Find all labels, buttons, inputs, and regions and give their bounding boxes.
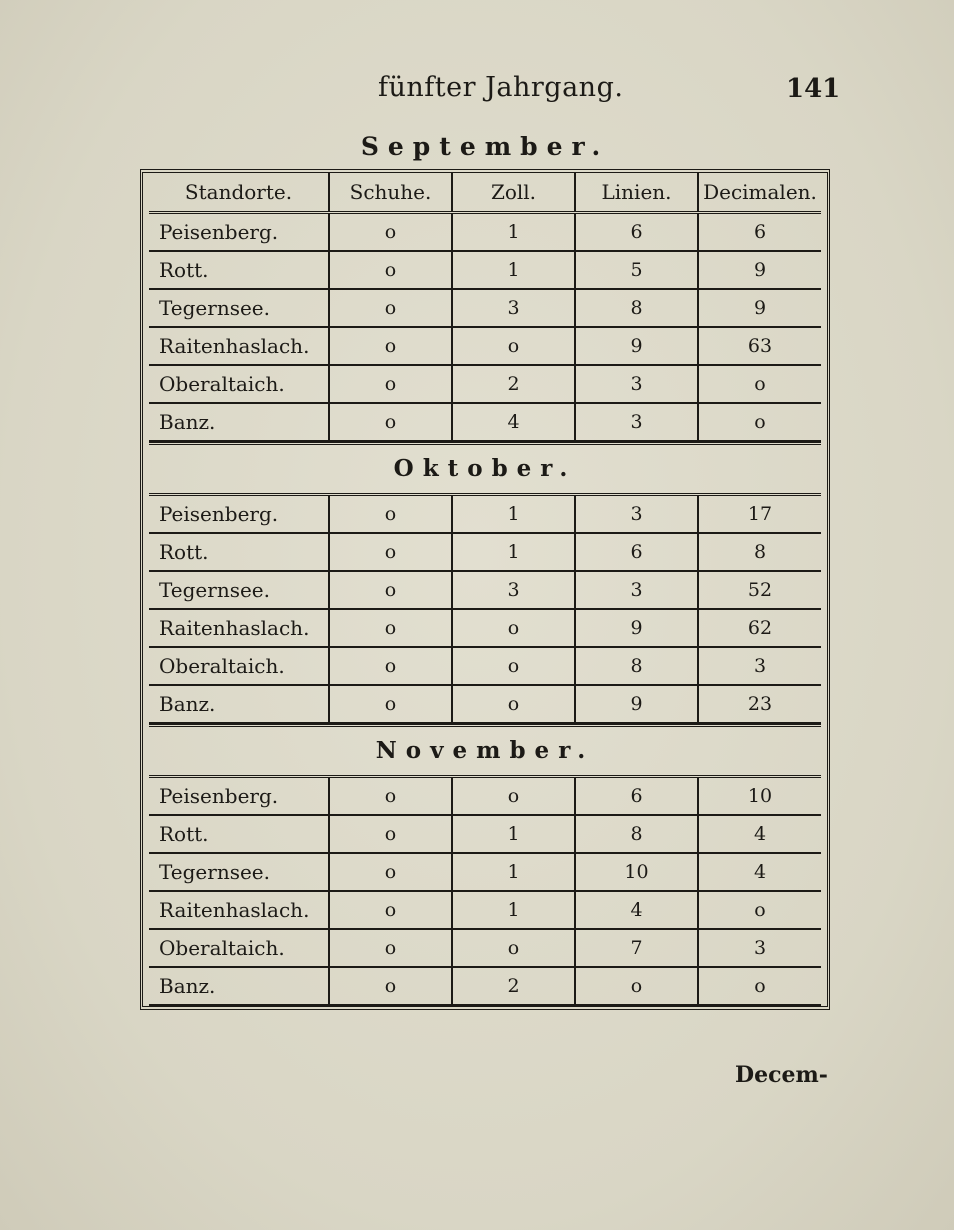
value-cell: 10 — [698, 778, 821, 815]
value-cell: 3 — [575, 403, 698, 441]
value-cell: 17 — [698, 496, 821, 533]
page-header — [0, 72, 954, 112]
value-cell: 9 — [698, 251, 821, 289]
running-title: fünfter Jahrgang. — [378, 72, 624, 103]
value-cell: 6 — [575, 778, 698, 815]
place-cell: Rott. — [149, 251, 329, 289]
rainfall-table — [140, 125, 830, 1010]
value-cell: o — [329, 403, 452, 441]
value-cell: 4 — [698, 853, 821, 891]
column-header-decimalen: Decimalen. — [698, 173, 821, 213]
value-cell: o — [698, 891, 821, 929]
table-oktober — [149, 496, 821, 724]
table-row — [149, 213, 821, 252]
value-cell: o — [329, 571, 452, 609]
table-row — [149, 571, 821, 609]
table-row — [149, 967, 821, 1005]
value-cell: o — [329, 533, 452, 571]
value-cell: 3 — [575, 496, 698, 533]
value-cell: o — [698, 365, 821, 403]
table-row — [149, 251, 821, 289]
table-november — [149, 778, 821, 1006]
value-cell: 3 — [452, 289, 575, 327]
value-cell: 8 — [575, 647, 698, 685]
value-cell: o — [575, 967, 698, 1005]
value-cell: 6 — [575, 533, 698, 571]
value-cell: 6 — [698, 213, 821, 252]
place-cell: Raitenhaslach. — [149, 609, 329, 647]
table-frame — [140, 169, 830, 1010]
value-cell: 62 — [698, 609, 821, 647]
value-cell: o — [452, 647, 575, 685]
value-cell: 1 — [452, 251, 575, 289]
place-cell: Tegernsee. — [149, 571, 329, 609]
value-cell: 3 — [698, 647, 821, 685]
table-row — [149, 778, 821, 815]
value-cell: o — [452, 327, 575, 365]
table-row — [149, 647, 821, 685]
value-cell: o — [329, 685, 452, 723]
value-cell: 4 — [452, 403, 575, 441]
place-cell: Tegernsee. — [149, 853, 329, 891]
value-cell: 1 — [452, 213, 575, 252]
value-cell: o — [698, 967, 821, 1005]
table-september — [149, 173, 821, 442]
value-cell: 1 — [452, 891, 575, 929]
place-cell: Peisenberg. — [149, 213, 329, 252]
column-header-standorte: Standorte. — [149, 173, 329, 213]
value-cell: 4 — [575, 891, 698, 929]
value-cell: o — [452, 929, 575, 967]
place-cell: Oberaltaich. — [149, 365, 329, 403]
place-cell: Raitenhaslach. — [149, 327, 329, 365]
value-cell: o — [329, 327, 452, 365]
place-cell: Rott. — [149, 533, 329, 571]
value-cell: o — [329, 929, 452, 967]
value-cell: o — [329, 289, 452, 327]
value-cell: o — [329, 815, 452, 853]
column-header-linien: Linien. — [575, 173, 698, 213]
value-cell: 63 — [698, 327, 821, 365]
value-cell: 1 — [452, 815, 575, 853]
table-row — [149, 533, 821, 571]
place-cell: Banz. — [149, 967, 329, 1005]
section-title-november: November. — [149, 724, 821, 778]
value-cell: o — [329, 891, 452, 929]
value-cell: o — [329, 647, 452, 685]
value-cell: 7 — [575, 929, 698, 967]
value-cell: 5 — [575, 251, 698, 289]
place-cell: Raitenhaslach. — [149, 891, 329, 929]
table-row — [149, 327, 821, 365]
value-cell: 23 — [698, 685, 821, 723]
value-cell: o — [329, 251, 452, 289]
value-cell: 3 — [452, 571, 575, 609]
value-cell: 9 — [698, 289, 821, 327]
table-header-row — [149, 173, 821, 213]
table-row — [149, 289, 821, 327]
table-row — [149, 496, 821, 533]
section-title-september: September. — [360, 132, 610, 161]
value-cell: o — [452, 778, 575, 815]
place-cell: Banz. — [149, 685, 329, 723]
place-cell: Banz. — [149, 403, 329, 441]
place-cell: Oberaltaich. — [149, 647, 329, 685]
table-row — [149, 815, 821, 853]
value-cell: o — [452, 609, 575, 647]
value-cell: 3 — [575, 571, 698, 609]
value-cell: 8 — [575, 815, 698, 853]
table-row — [149, 853, 821, 891]
value-cell: 9 — [575, 609, 698, 647]
value-cell: 1 — [452, 533, 575, 571]
column-header-schuhe: Schuhe. — [329, 173, 452, 213]
value-cell: 8 — [698, 533, 821, 571]
catchword: Decem- — [735, 1062, 828, 1088]
place-cell: Peisenberg. — [149, 496, 329, 533]
table-row — [149, 891, 821, 929]
section-title-oktober: Oktober. — [149, 442, 821, 496]
value-cell: 9 — [575, 685, 698, 723]
value-cell: o — [329, 496, 452, 533]
value-cell: 52 — [698, 571, 821, 609]
value-cell: 1 — [452, 496, 575, 533]
value-cell: o — [329, 213, 452, 252]
table-row — [149, 685, 821, 723]
place-cell: Peisenberg. — [149, 778, 329, 815]
value-cell: o — [329, 778, 452, 815]
value-cell: o — [329, 853, 452, 891]
table-row — [149, 365, 821, 403]
value-cell: 4 — [698, 815, 821, 853]
table-row — [149, 609, 821, 647]
value-cell: o — [329, 967, 452, 1005]
value-cell: 6 — [575, 213, 698, 252]
value-cell: 9 — [575, 327, 698, 365]
value-cell: 2 — [452, 967, 575, 1005]
page-number: 141 — [786, 74, 841, 104]
value-cell: 10 — [575, 853, 698, 891]
value-cell: 3 — [575, 365, 698, 403]
table-row — [149, 929, 821, 967]
place-cell: Tegernsee. — [149, 289, 329, 327]
value-cell: o — [452, 685, 575, 723]
column-header-zoll: Zoll. — [452, 173, 575, 213]
value-cell: o — [698, 403, 821, 441]
value-cell: 3 — [698, 929, 821, 967]
place-cell: Rott. — [149, 815, 329, 853]
value-cell: o — [329, 365, 452, 403]
value-cell: o — [329, 609, 452, 647]
value-cell: 2 — [452, 365, 575, 403]
value-cell: 8 — [575, 289, 698, 327]
place-cell: Oberaltaich. — [149, 929, 329, 967]
table-row — [149, 403, 821, 441]
value-cell: 1 — [452, 853, 575, 891]
